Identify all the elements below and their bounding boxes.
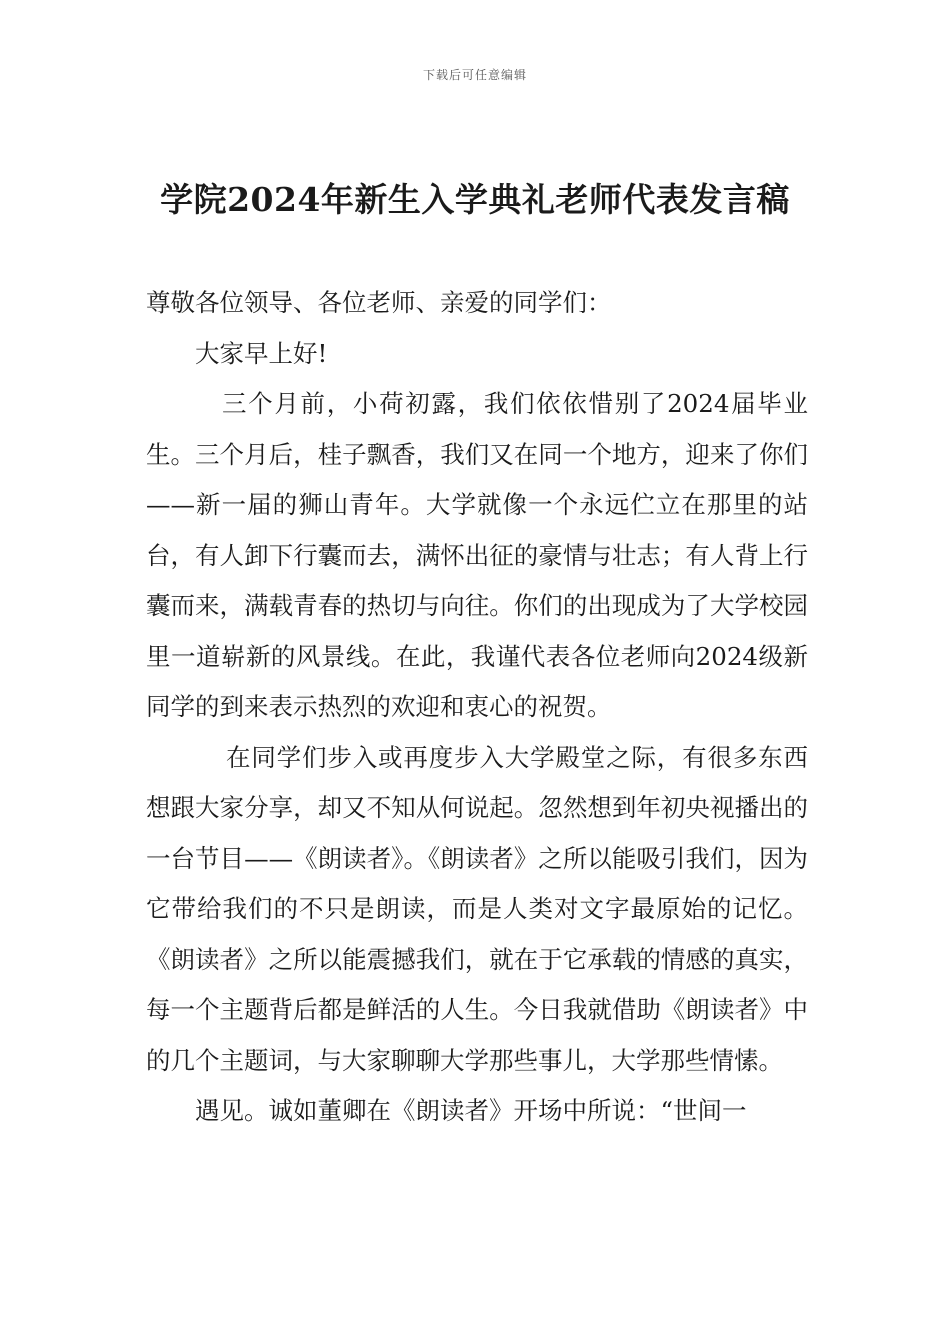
salutation: 尊敬各位领导、各位老师、亲爱的同学们：	[146, 288, 612, 317]
body-paragraph: 在同学们步入或再度步入大学殿堂之际，有很多东西想跟大家分享，却又不知从何说起。忽然想到年初央视播出的一台节目——《朗读者》。《朗读者》之所以能吸引我们，因为它带给我们的不只是朗读，而是人类对文字最原始的记忆。《朗读者》之所以能震撼我们，就在于它承载的情感的真实，每一个主题背后都是鲜活的人生。今日我就借助《朗读者》中的几个主题词，与大家聊聊大学那些事儿，大学那些情愫。	[146, 742, 808, 1075]
document-body	[146, 278, 808, 1137]
greeting: 大家早上好!	[195, 338, 328, 368]
body-paragraph: 遇见。诚如董卿在《朗读者》开场中所说：“世间一	[195, 1096, 747, 1125]
document-title: 学院2024年新生入学典礼老师代表发言稿	[160, 180, 790, 219]
header-note: 下载后可任意编辑	[422, 68, 527, 82]
body-paragraph: 三个月前，小荷初露，我们依依惜别了2024届毕业生。三个月后，桂子飘香，我们又在同一个地方，迎来了你们——新一届的狮山青年。大学就像一个永远伫立在那里的站台，有人卸下行囊而去，满怀出征的豪情与壮志；有人背上行囊而来，满载青春的热切与向往。你们的出现成为了大学校园里一道崭新的风景线。在此，我谨代表各位老师向2024级新同学的到来表示热烈的欢迎和衷心的祝贺。	[146, 389, 808, 721]
